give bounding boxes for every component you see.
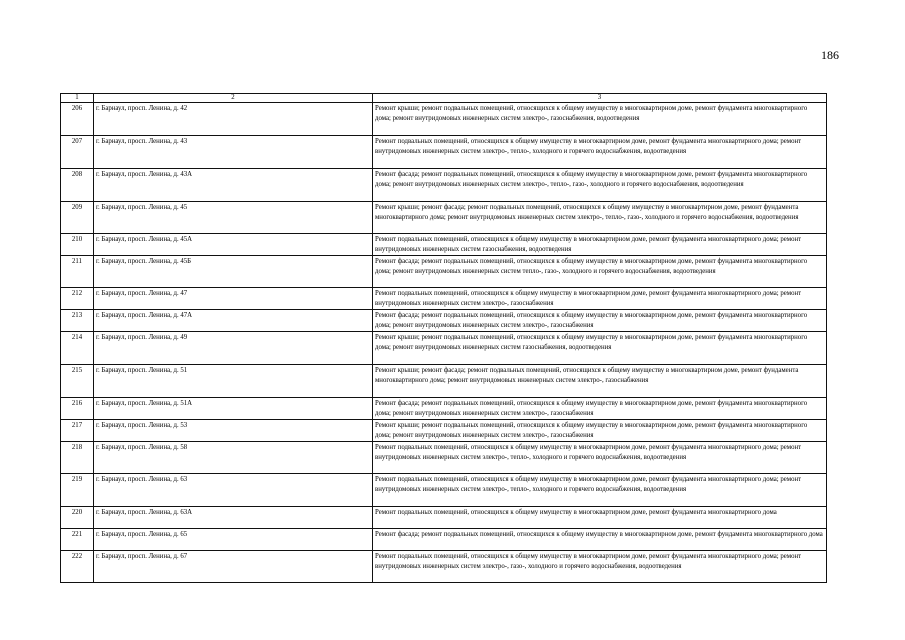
table-row (61, 288, 827, 310)
row-address: г. Барнаул, просп. Ленина, д. 43А (94, 169, 373, 202)
row-works: Ремонт подвальных помещений, относящихся к общему имуществу в многоквартирном доме, ремонт фундамента многоквартирного дома; ремонт внутридомовых инженерных систем электро-, газо-, холодного и горячего водоснабжения, водоотведения (373, 551, 827, 583)
row-works: Ремонт фасада; ремонт подвальных помещений, относящихся к общему имуществу в многоквартирном доме, ремонт фундамента многоквартирного дома (373, 529, 827, 551)
table-row (61, 474, 827, 507)
table-row (61, 332, 827, 365)
header-cell-number: 1 (61, 94, 94, 103)
table-row (61, 202, 827, 234)
table-row (61, 507, 827, 529)
row-address: г. Барнаул, просп. Ленина, д. 63 (94, 474, 373, 507)
row-number: 217 (61, 420, 94, 442)
row-address: г. Барнаул, просп. Ленина, д. 63А (94, 507, 373, 529)
row-address: г. Барнаул, просп. Ленина, д. 43 (94, 136, 373, 169)
row-number: 220 (61, 507, 94, 529)
row-works: Ремонт подвальных помещений, относящихся к общему имуществу в многоквартирном доме, ремонт фундамента многоквартирного дома; ремонт внутридомовых инженерных систем электро-, тепло-, холодного и горячего водоснабжения, водоотведения (373, 474, 827, 507)
row-address: г. Барнаул, просп. Ленина, д. 53 (94, 420, 373, 442)
row-address: г. Барнаул, просп. Ленина, д. 58 (94, 442, 373, 474)
row-number: 206 (61, 103, 94, 136)
table-row (61, 398, 827, 420)
row-address: г. Барнаул, просп. Ленина, д. 51А (94, 398, 373, 420)
row-works: Ремонт крыши; ремонт подвальных помещений, относящихся к общему имуществу в многоквартирном доме, ремонт фундамента многоквартирного дома; ремонт внутридомовых инженерных систем газоснабжения, водоотведения (373, 332, 827, 365)
row-address: г. Барнаул, просп. Ленина, д. 47 (94, 288, 373, 310)
header-cell-works: 3 (373, 94, 827, 103)
table-row (61, 310, 827, 332)
row-number: 207 (61, 136, 94, 169)
table-row (61, 365, 827, 398)
header-cell-address: 2 (94, 94, 373, 103)
row-address: г. Барнаул, просп. Ленина, д. 42 (94, 103, 373, 136)
row-address: г. Барнаул, просп. Ленина, д. 45Б (94, 256, 373, 288)
table-header-row (61, 94, 827, 103)
row-works: Ремонт крыши; ремонт фасада; ремонт подвальных помещений, относящихся к общему имуществу в многоквартирном доме, ремонт фундамента многоквартирного дома; ремонт внутридомовых инженерных систем электро-, тепло-, газо-, холодного и горячего водоснабжения, водоотведения (373, 202, 827, 234)
row-number: 213 (61, 310, 94, 332)
table-row (61, 103, 827, 136)
page-number: 186 (821, 48, 839, 62)
table-row (61, 420, 827, 442)
row-works: Ремонт крыши; ремонт подвальных помещений, относящихся к общему имуществу в многоквартирном доме, ремонт фундамента многоквартирного дома; ремонт внутридомовых инженерных систем электро-, газоснабжения (373, 420, 827, 442)
row-works: Ремонт фасада; ремонт подвальных помещений, относящихся к общему имуществу в многоквартирном доме, ремонт фундамента многоквартирного дома; ремонт внутридомовых инженерных систем электро-, газоснабжения (373, 310, 827, 332)
row-address: г. Барнаул, просп. Ленина, д. 45 (94, 202, 373, 234)
row-works: Ремонт фасада; ремонт подвальных помещений, относящихся к общему имуществу в многоквартирном доме, ремонт фундамента многоквартирного дома; ремонт внутридомовых инженерных систем электро-, тепло-, газо-, холодного и горячего водоснабжения, водоотведения (373, 169, 827, 202)
table-row (61, 551, 827, 583)
row-address: г. Барнаул, просп. Ленина, д. 51 (94, 365, 373, 398)
row-number: 216 (61, 398, 94, 420)
row-number: 212 (61, 288, 94, 310)
table-row (61, 256, 827, 288)
row-address: г. Барнаул, просп. Ленина, д. 49 (94, 332, 373, 365)
row-address: г. Барнаул, просп. Ленина, д. 47А (94, 310, 373, 332)
row-number: 209 (61, 202, 94, 234)
table-row (61, 169, 827, 202)
row-works: Ремонт подвальных помещений, относящихся к общему имуществу в многоквартирном доме, ремонт фундамента многоквартирного дома; ремонт внутридомовых инженерных систем электро-, тепло-, холодного и горячего водоснабжения, водоотведения (373, 136, 827, 169)
row-number: 222 (61, 551, 94, 583)
row-address: г. Барнаул, просп. Ленина, д. 67 (94, 551, 373, 583)
table-row (61, 234, 827, 256)
row-number: 210 (61, 234, 94, 256)
row-number: 219 (61, 474, 94, 507)
row-number: 214 (61, 332, 94, 365)
table-row (61, 529, 827, 551)
row-address: г. Барнаул, просп. Ленина, д. 45А (94, 234, 373, 256)
row-works: Ремонт подвальных помещений, относящихся к общему имуществу в многоквартирном доме, ремонт фундамента многоквартирного дома (373, 507, 827, 529)
table-row (61, 442, 827, 474)
row-works: Ремонт крыши; ремонт фасада; ремонт подвальных помещений, относящихся к общему имуществу в многоквартирном доме, ремонт фундамента многоквартирного дома; ремонт внутридомовых инженерных систем электро-, газоснабжения (373, 365, 827, 398)
row-number: 208 (61, 169, 94, 202)
repair-works-table (60, 93, 827, 583)
row-works: Ремонт подвальных помещений, относящихся к общему имуществу в многоквартирном доме, ремонт фундамента многоквартирного дома; ремонт внутридомовых инженерных систем электро-, газоснабжения (373, 288, 827, 310)
row-works: Ремонт фасада; ремонт подвальных помещений, относящихся к общему имуществу в многоквартирном доме, ремонт фундамента многоквартирного дома; ремонт внутридомовых инженерных систем электро-, газоснабжения (373, 398, 827, 420)
row-address: г. Барнаул, просп. Ленина, д. 65 (94, 529, 373, 551)
row-number: 215 (61, 365, 94, 398)
row-works: Ремонт крыши; ремонт подвальных помещений, относящихся к общему имуществу в многоквартирном доме, ремонт фундамента многоквартирного дома; ремонт внутридомовых инженерных систем электро-, газоснабжения, водоотведения (373, 103, 827, 136)
row-works: Ремонт подвальных помещений, относящихся к общему имуществу в многоквартирном доме, ремонт фундамента многоквартирного дома; ремонт внутридомовых инженерных систем электро-, тепло-, холодного и горячего водоснабжения, водоотведения (373, 442, 827, 474)
row-number: 218 (61, 442, 94, 474)
table-row (61, 136, 827, 169)
row-number: 211 (61, 256, 94, 288)
row-works: Ремонт фасада; ремонт подвальных помещений, относящихся к общему имуществу в многоквартирном доме, ремонт фундамента многоквартирного дома; ремонт внутридомовых инженерных систем тепло-, газо-, холодного и горячего водоснабжения, водоотведения (373, 256, 827, 288)
row-works: Ремонт подвальных помещений, относящихся к общему имуществу в многоквартирном доме, ремонт фундамента многоквартирного дома; ремонт внутридомовых инженерных систем газоснабжения, водоотведения (373, 234, 827, 256)
row-number: 221 (61, 529, 94, 551)
